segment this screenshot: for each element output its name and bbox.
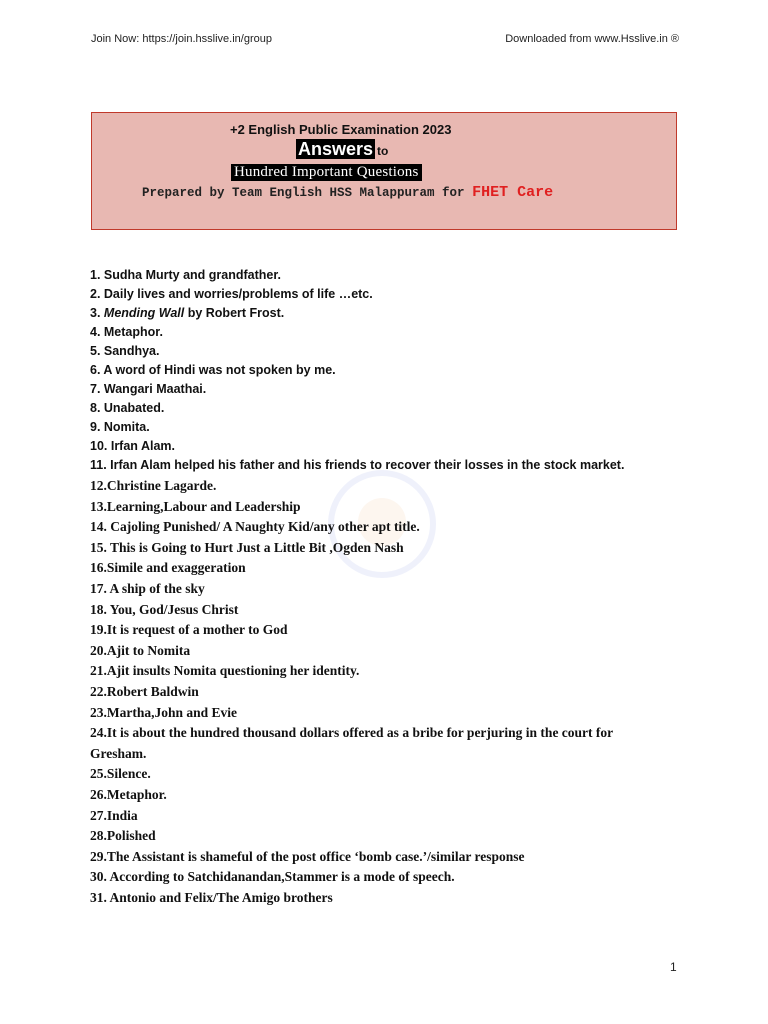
answer-item: 12.Christine Lagarde. [90, 478, 217, 493]
answer-3-suffix: by Robert Frost. [184, 306, 285, 320]
exam-title: +2 English Public Examination 2023 [230, 122, 452, 137]
answer-item: 6. A word of Hindi was not spoken by me. [90, 363, 336, 377]
header-download-source: Downloaded from www.Hsslive.in ® [505, 33, 679, 45]
answers-heading [296, 139, 388, 160]
answer-item: 15. This is Going to Hurt Just a Little Bit ,Ogden Nash [90, 539, 404, 555]
answer-item: 2. Daily lives and worries/problems of life …etc. [90, 287, 373, 301]
answer-item: 22.Robert Baldwin [90, 683, 199, 699]
answer-item: 1. Sudha Murty and grandfather. [90, 268, 281, 282]
answer-item: 13.Learning,Labour and Leadership [90, 498, 301, 514]
answer-3-poem-title: Mending Wall [103, 306, 185, 320]
answer-item: 30. According to Satchidanandan,Stammer is a mode of speech. [90, 869, 455, 885]
answer-item: 17. A ship of the sky [90, 580, 205, 596]
answer-item: 26.Metaphor. [90, 786, 167, 802]
answer-item: 8. Unabated. [90, 401, 165, 415]
answer-item: 21.Ajit insults Nomita questioning her identity. [90, 663, 360, 679]
answer-item [90, 304, 650, 323]
answer-item: 27.India [90, 807, 138, 823]
answer-item: 7. Wangari Maathai. [90, 382, 207, 396]
answers-label: Answers [298, 139, 374, 159]
header-join-link[interactable]: Join Now: https://join.hsslive.in/group [91, 33, 272, 45]
answer-item: 9. Nomita. [90, 420, 150, 434]
page-number: 1 [670, 960, 677, 974]
answer-item: 25.Silence. [90, 766, 151, 782]
answer-item: 24.It is about the hundred thousand dollars offered as a bribe for perjuring in the court for Gresham. [90, 725, 613, 761]
prepared-by-line [142, 184, 553, 201]
subtitle: Hundred Important Questions [231, 164, 422, 181]
answer-item: 5. Sandhya. [90, 344, 160, 358]
answer-item: 11. Irfan Alam helped his father and his friends to recover their losses in the stock market. [90, 458, 625, 472]
answer-item: 4. Metaphor. [90, 325, 163, 339]
answer-item: 28.Polished [90, 828, 156, 844]
fhet-care-label: FHET Care [472, 184, 554, 201]
answer-3-prefix: 3. [90, 306, 104, 320]
answer-item: 19.It is request of a mother to God [90, 622, 288, 638]
answer-item: 10. Irfan Alam. [90, 439, 175, 453]
title-box [91, 112, 677, 230]
answer-item: 20.Ajit to Nomita [90, 642, 191, 658]
answer-item: 16.Simile and exaggeration [90, 560, 246, 576]
answer-item: 23.Martha,John and Evie [90, 704, 238, 720]
answer-item: 14. Cajoling Punished/ A Naughty Kid/any other apt title. [90, 519, 420, 535]
answer-item: 29.The Assistant is shameful of the post office ‘bomb case.’/similar response [90, 848, 525, 864]
to-label: to [377, 144, 389, 158]
prepared-by-text: Prepared by Team English HSS Malappuram for [142, 186, 473, 200]
answer-item: 18. You, God/Jesus Christ [90, 601, 239, 617]
answer-item: 31. Antonio and Felix/The Amigo brothers [90, 889, 333, 905]
answers-list [90, 266, 650, 908]
